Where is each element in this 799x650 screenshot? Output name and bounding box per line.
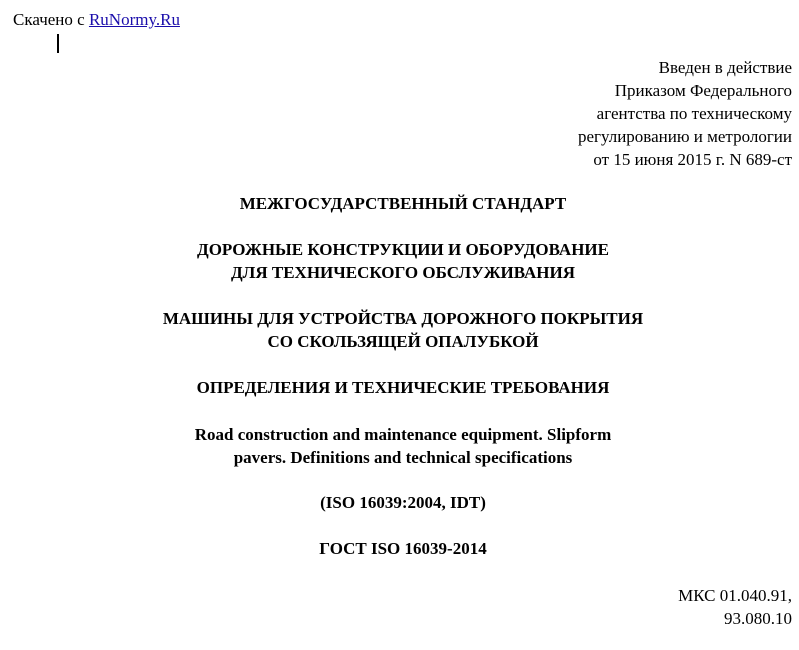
standard-type — [0, 192, 799, 215]
title-main-line: МАШИНЫ ДЛЯ УСТРОЙСТВА ДОРОЖНОГО ПОКРЫТИЯ — [162, 309, 644, 328]
source-line — [13, 9, 180, 31]
title-group-line: ДОРОЖНЫЕ КОНСТРУКЦИИ И ОБОРУДОВАНИЕ — [197, 240, 609, 259]
source-link[interactable]: RuNormy.Ru — [88, 10, 180, 29]
source-prefix: Скачено с — [13, 10, 89, 29]
standard-type-text: МЕЖГОСУДАРСТВЕННЫЙ СТАНДАРТ — [239, 194, 567, 213]
standard-designation-text: ГОСТ ISO 16039-2014 — [319, 539, 487, 558]
classification-line: 93.080.10 — [724, 609, 792, 628]
english-title — [0, 423, 799, 469]
enactment-line: Введен в действие — [658, 58, 792, 77]
title-group — [0, 238, 799, 284]
iso-reference-text: (ISO 16039:2004, IDT) — [320, 493, 486, 512]
text-cursor — [57, 34, 59, 53]
title-group-line: ДЛЯ ТЕХНИЧЕСКОГО ОБСЛУЖИВАНИЯ — [230, 263, 576, 282]
title-main — [0, 307, 799, 353]
enactment-line: от 15 июня 2015 г. N 689-ст — [593, 150, 792, 169]
iso-reference — [0, 491, 799, 514]
title-sub — [0, 376, 799, 399]
english-title-line: pavers. Definitions and technical specifications — [233, 448, 573, 467]
title-sub-text: ОПРЕДЕЛЕНИЯ И ТЕХНИЧЕСКИЕ ТРЕБОВАНИЯ — [196, 378, 610, 397]
enactment-line: Приказом Федерального — [614, 81, 792, 100]
english-title-line: Road construction and maintenance equipment. Slipform — [194, 425, 612, 444]
classification-line: МКС 01.040.91, — [678, 586, 792, 605]
classification-codes — [678, 584, 792, 630]
enactment-line: регулированию и метрологии — [577, 127, 792, 146]
enactment-line: агентства по техническому — [596, 104, 792, 123]
enactment-note — [578, 56, 792, 171]
title-main-line: СО СКОЛЬЗЯЩЕЙ ОПАЛУБКОЙ — [267, 332, 539, 351]
standard-designation — [0, 537, 799, 560]
